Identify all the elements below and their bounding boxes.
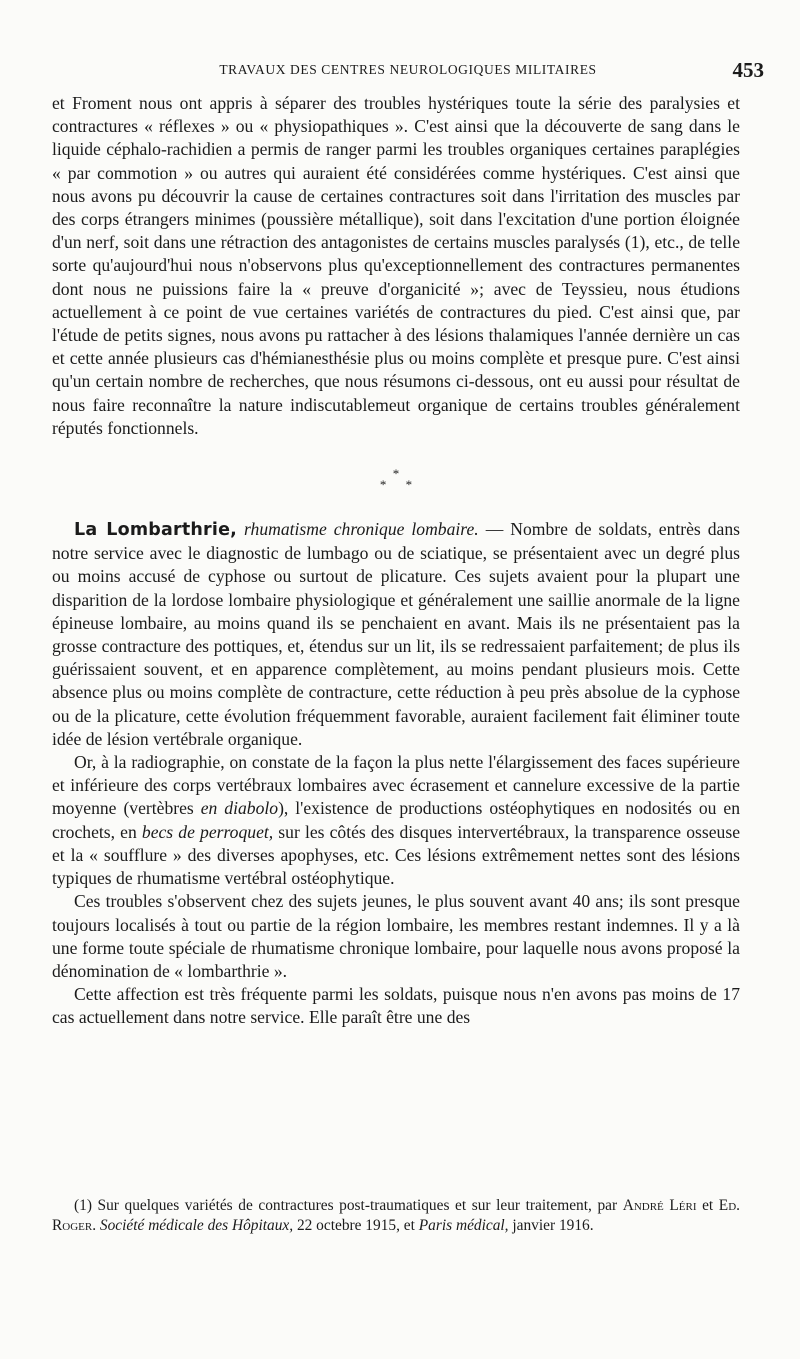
footnote-journal-2: Paris médical, <box>418 1217 509 1235</box>
footnote-author-1: André Léri <box>622 1197 697 1214</box>
asterism-separator <box>52 460 740 518</box>
p2-text-a: Or, à la radiographie, on constate de la façon la plus nette l'élargissement des faces supérieure et inférieure des corps vertébraux lombaires avec écrasement et cannelure excessive de la partie moyenne (vertèbres <box>52 752 740 819</box>
p2-italic-perroquet: becs de perroquet, <box>141 821 274 842</box>
section-paragraph-3: Ces troubles s'observent chez des sujets jeunes, le plus souvent avant 40 ans; ils sont presque toujours localisés à tout ou partie de la région lombaire, les membres restant indemnes. Il y a là une forme toute spéciale de rhumatisme chronique lombaire, pour laquelle nous avons proposé la dénomination de « lombarthrie ». <box>52 891 740 981</box>
running-title: TRAVAUX DES CENTRES NEUROLOGIQUES MILITAIRES <box>219 62 597 77</box>
section-paragraph-1 <box>52 518 740 751</box>
section-lead-text: — Nombre de soldats, entrès dans notre service avec le diagnostic de lumbago ou de sciatique, se présentaient avec un degré plus ou moins accusé de cyphose ou surtout de plicature. Ces sujets avaient pour la plupart une disparition de la lordose lombaire physiologique et généralement une saillie anormale de la ligne épineuse lombaire, au moins quand ils se penchaient en avant. Mais ils ne présentaient pas la grosse contracture des pottiques, et, étendus sur un lit, ils se redressaient parfaitement; de plus ils guérissaient souvent, et en apparence complètement, au moins pendant plusieurs mois. Cette absence plus ou moins complète de contracture, cette réduction à peu près absolue de la cyphose ou de la plicature, cette évolution fréquemment favorable, auraient facilement fait éliminer toute idée de lésion vertébrale organique. <box>52 519 740 749</box>
asterism-top: * <box>392 466 400 482</box>
section-paragraph-2 <box>52 751 740 890</box>
p2-text-c: sur les côtés des disques intervertébraux, la transparence osseuse et la « soufflure » des diverses apophyses, etc. Ces lésions extrêmement nettes sont des lésions typiques de rhumatisme vertébral ostéophytique. <box>52 821 741 889</box>
footnote-author-2: Ed. Roger. <box>52 1197 740 1235</box>
p2-text-b: ), l'existence de productions ostéophytiques en nodosités ou en crochets, en <box>52 798 741 842</box>
p2-italic-diabolo: en diabolo <box>200 798 279 819</box>
section-subtitle: rhumatisme chronique lombaire. <box>244 519 479 540</box>
footnote-date: 22 octebre 1915, et <box>293 1217 419 1235</box>
body-text <box>52 92 740 1030</box>
section-title: La Lombarthrie, <box>74 520 237 541</box>
footnote-intro: (1) Sur quelques variétés de contractures post-traumatiques et sur leur traitement, par <box>74 1197 623 1214</box>
footnote-date-2: janvier 1916. <box>508 1217 594 1235</box>
footnote <box>52 1196 740 1237</box>
running-head <box>52 58 764 82</box>
footnote-and: et <box>696 1197 719 1214</box>
footnote-journal: Société médicale des Hôpitaux, <box>96 1217 294 1235</box>
page-number: 453 <box>732 58 764 82</box>
asterism-bottom: * * <box>379 477 421 493</box>
section-paragraph-4: Cette affection est très fréquente parmi les soldats, puisque nous n'en avons pas moins de 17 cas actuellement dans notre service. Elle paraît être une des <box>52 984 740 1028</box>
continuation-paragraph: et Froment nous ont appris à séparer des troubles hystériques toute la série des paralysies et contractures « réflexes » ou « physiopathiques ». C'est ainsi que la découverte de sang dans le liquide céphalo-rachidien a permis de ranger parmi les troubles organiques certaines paraplégies « par commotion » ou autres qui auraient été considérées comme hystériques. C'est ainsi que nous avons pu découvrir la cause de certaines contractures soit dans l'irritation des muscles par des corps étrangers minimes (poussière métallique), soit dans l'excitation d'une portion éloignée d'un nerf, soit dans une rétraction des antagonistes de certains muscles paralysés (1), etc., de telle sorte qu'aujourd'hui nous n'observons plus qu'exceptionnellement des contractures permanentes dont nous ne puissions faire la « preuve d'organicité »; avec de Teyssieu, nous étudions actuellement à ce point de vue certaines variétés de contractures du pied. C'est ainsi que, par l'étude de petits signes, nous avons pu rattacher à des lésions thalamiques l'année dernière un cas et cette année plusieurs cas d'hémianesthésie plus ou moins complète et presque pure. C'est ainsi qu'un certain nombre de recherches, que nous résumons ci-dessous, ont eu aussi pour résultat de nous faire reconnaître la nature indiscutablemeut organique de certains troubles généralement réputés fonctionnels. <box>52 93 740 438</box>
footnote-text <box>52 1196 740 1237</box>
